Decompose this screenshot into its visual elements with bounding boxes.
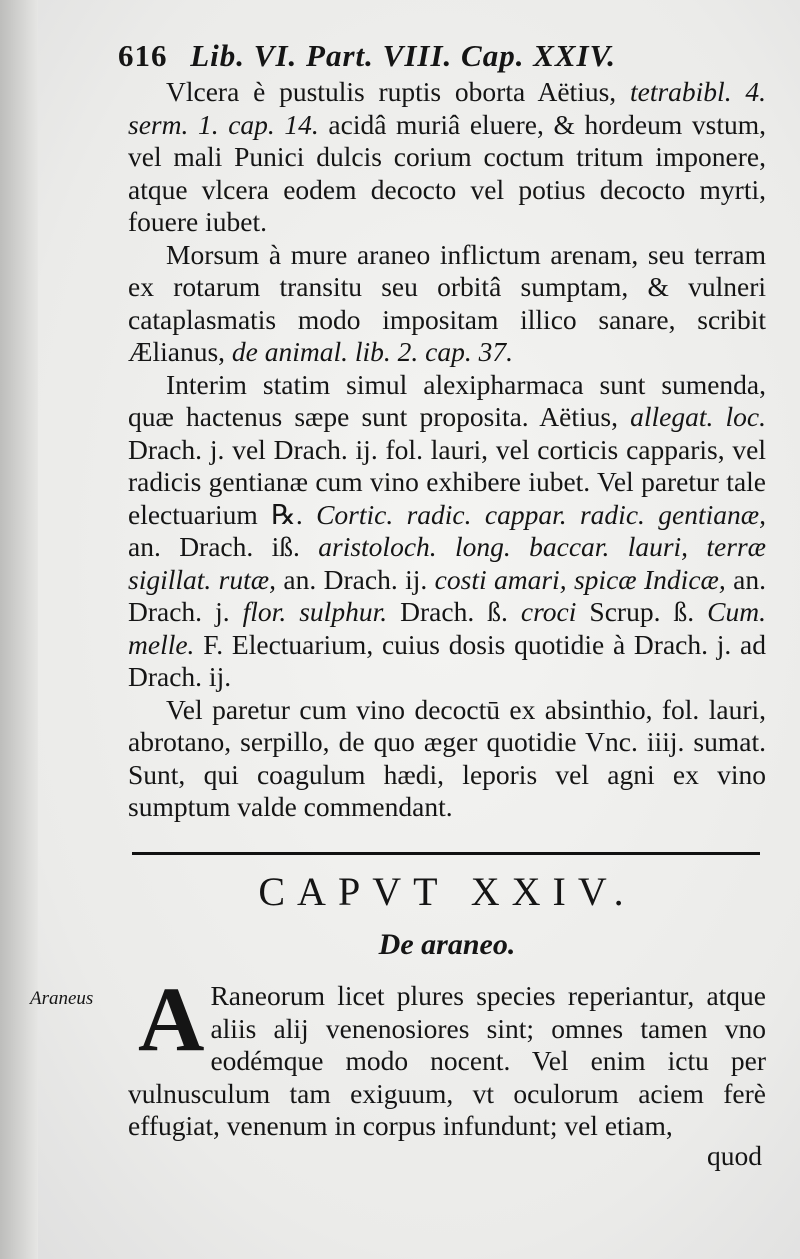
italic-run: aristoloch. long. baccar. lauri, terræ sigillat. rutæ,	[128, 531, 767, 595]
italic-run: allegat. loc.	[630, 401, 766, 432]
text-run: an. Drach. ij.	[276, 563, 435, 595]
text-run: F. Electuarium, cuius dosis quotidie à Drach. j. ad Drach. ij.	[128, 628, 766, 692]
text-run: Drach. ß.	[387, 596, 521, 627]
paragraph	[128, 239, 766, 369]
text-run: Scrup. ß.	[576, 596, 708, 627]
paragraph	[128, 694, 766, 824]
chapter-divider-rule	[132, 852, 760, 855]
page-number: 616	[118, 38, 168, 73]
chapter-title: CAPVT XXIV.	[258, 869, 636, 914]
italic-run: costi amari, spicæ Indicæ,	[434, 563, 726, 595]
italic-run: croci	[520, 596, 577, 627]
chapter-opening	[128, 968, 766, 1143]
body-text	[128, 76, 766, 824]
italic-run: Cortic. radic. cappar. radic. gentianæ,	[316, 498, 766, 530]
text-run: Vlcera è pustulis ruptis oborta Aëtius,	[166, 76, 630, 107]
italic-run: tetrabibl. 4. serm. 1. cap. 14.	[128, 76, 766, 140]
italic-run: flor. sulphur.	[242, 596, 388, 627]
paragraph	[128, 369, 766, 694]
text-run: Vel paretur cum vino decoctū ex absinthio, fol. lauri, abrotano, serpillo, de quo æger quotidie Vnc. iiij. sumat. Sunt, qui coagulum hædi, leporis vel agni ex vino sumptum valde commendant.	[128, 693, 766, 822]
italic-run: Cum. melle.	[128, 596, 766, 660]
chapter-subtitle: De araneo.	[378, 928, 516, 961]
catchword: quod	[707, 1140, 762, 1171]
text-run: Morsum à mure araneo inflictum arenam, seu terram ex rotarum transitu seu orbitâ sumptam, & vulneri cataplasmatis modo impositam illico sanare, scribit Ælianus,	[128, 238, 766, 367]
text-run: an. Drach. j.	[128, 563, 766, 627]
chapter-opening-paragraph	[128, 968, 766, 1143]
text-run: Interim statim simul alexipharmaca sunt sumenda, quæ hactenus sæpe sunt proposita. Aëtius,	[128, 368, 766, 432]
paragraph	[128, 76, 766, 239]
italic-run: de animal. lib. 2. cap. 37.	[231, 336, 513, 367]
chapter-opening-text: Raneorum licet plures species reperiantur, atque aliis alij venenosiores sint; omnes tamen vno eodémque modo nocent. Vel enim ictu per vulnusculum tam exiguum, vt oculorum aciem ferè effugiat, venenum in corpus infundunt; vel etiam,	[128, 980, 766, 1141]
drop-cap: A	[138, 968, 205, 1070]
text-run: Drach. j. vel Drach. ij. fol. lauri, vel corticis capparis, vel radicis gentianæ cum vino exhibere iubet. Vel paretur tale electuarium ℞.	[128, 433, 766, 530]
text-run: acidâ muriâ eluere, & hordeum vstum, vel mali Punici dulcis corium coctum tritum imponere, atque vlcera eodem decocto vel potius decocto myrti, fouere iubet.	[128, 108, 766, 237]
running-header	[118, 38, 758, 74]
text-run: an. Drach. iß.	[128, 531, 319, 562]
page-gutter-shadow	[0, 0, 38, 1259]
running-title: Lib. VI. Part. VIII. Cap. XXIV.	[190, 38, 617, 73]
margin-note: Araneus	[30, 988, 94, 1009]
